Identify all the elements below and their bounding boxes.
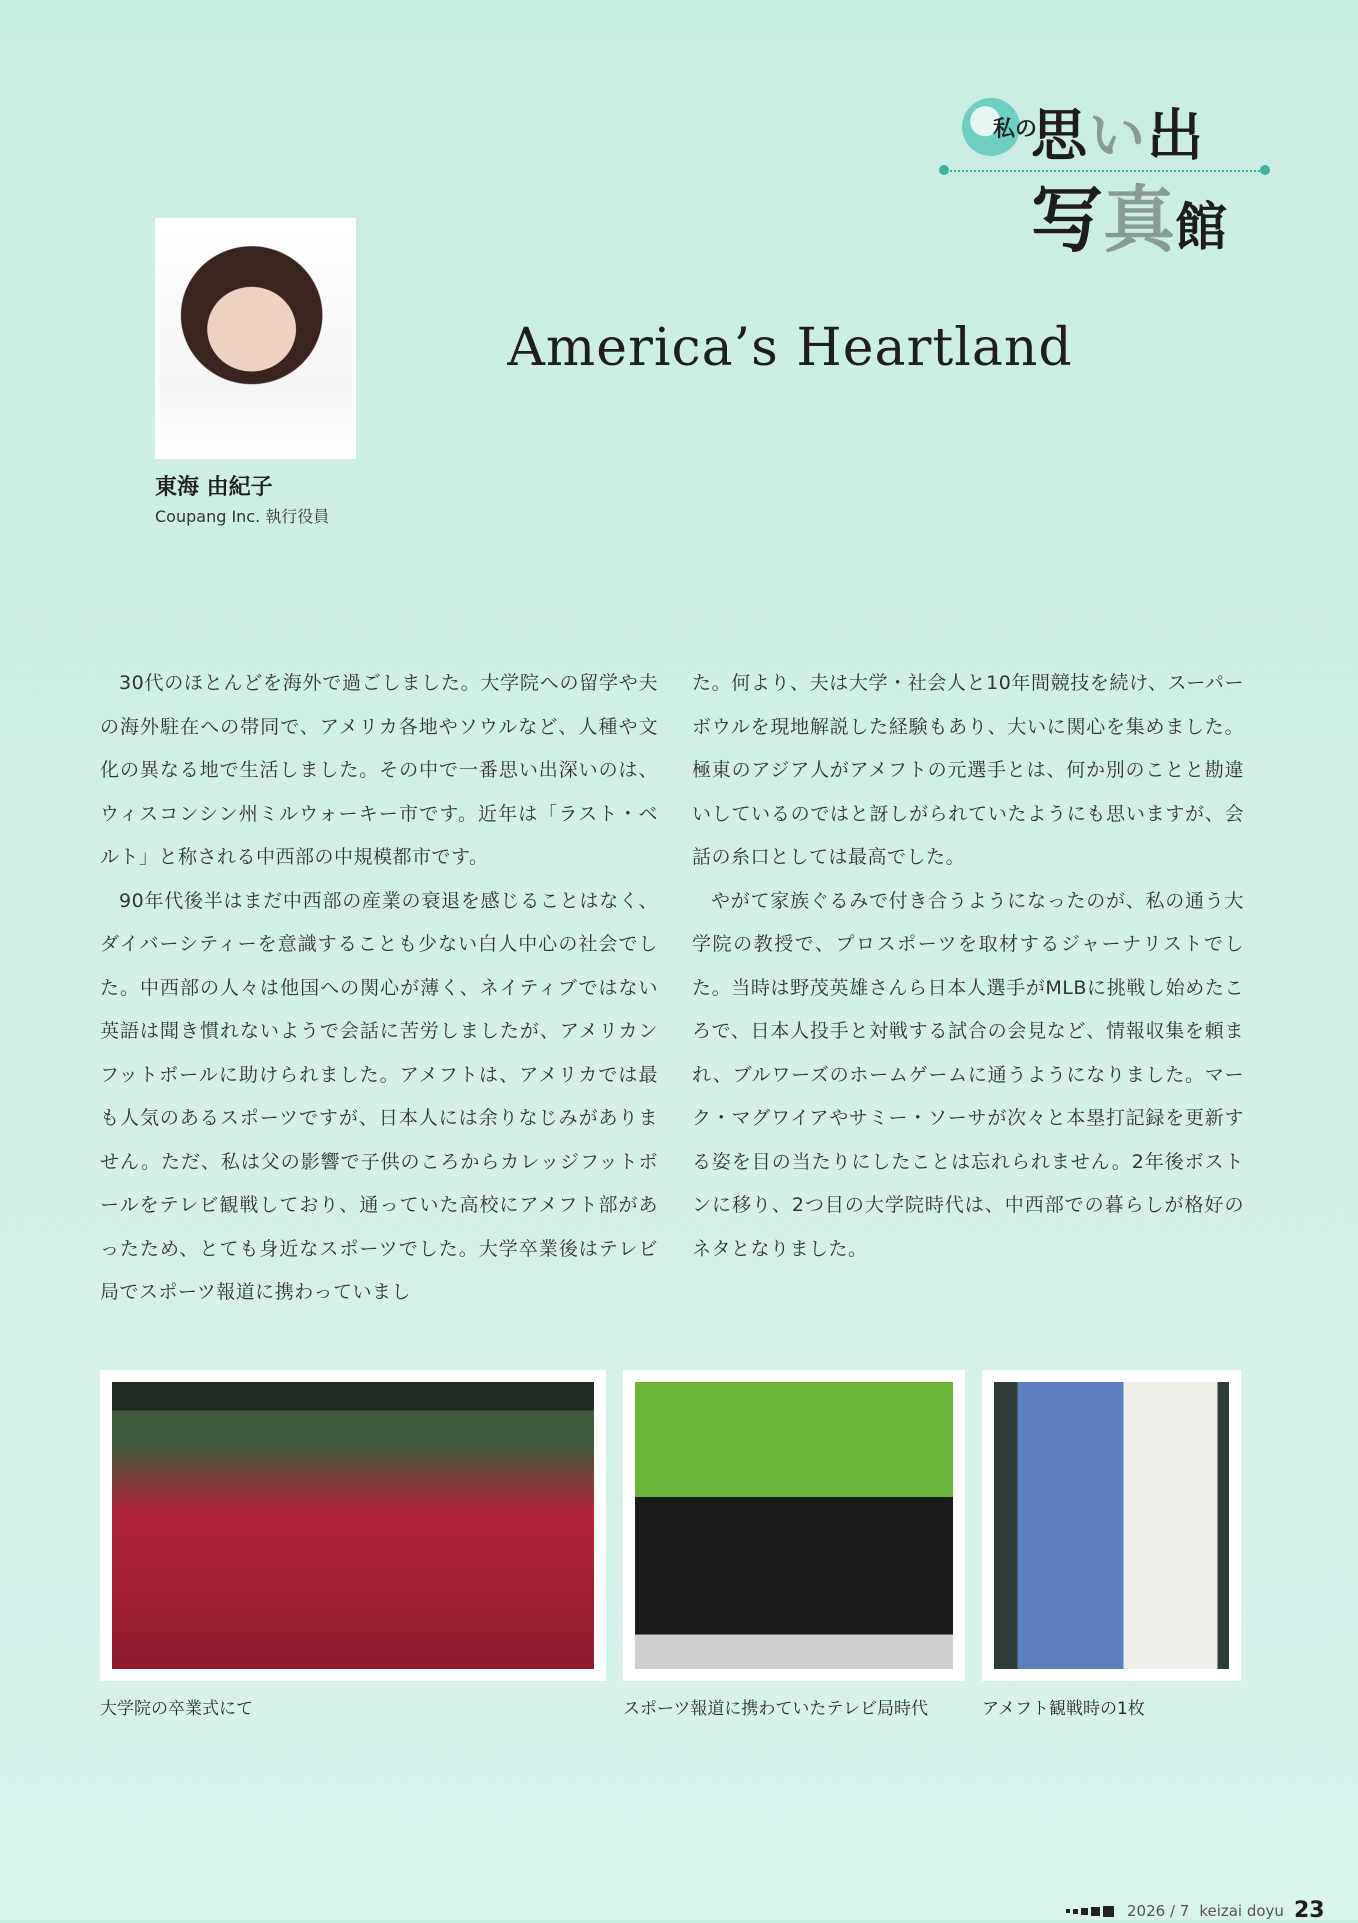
page-footer [1066, 1898, 1325, 1923]
author-role: Coupang Inc. 執行役員 [155, 507, 330, 526]
photo-caption: 大学院の卒業式にて [100, 1699, 253, 1719]
logo-dot-left [939, 165, 949, 175]
photo-image [994, 1382, 1229, 1669]
football-photo [982, 1370, 1241, 1681]
photo-caption: アメフト観戦時の1枚 [982, 1699, 1145, 1719]
logo-char: い [1089, 104, 1147, 169]
paragraph: やがて家族ぐるみで付き合うようになったのが、私の通う大学院の教授で、プロスポーツを取材するジャーナリストでした。当時は野茂英雄さんら日本人選手がMLBに挑戦し始めたころで、日本人投手と対戦する試合の会見など、情報収集を頼まれ、ブルワーズのホームゲームに通うようになりました。マーク・マグワイアやサミー・ソーサが次々と本塁打記録を更新する姿を目の当たりにしたことは忘れられません。2年後ボストンに移り、2つ目の大学院時代は、中西部での暮らしが格好のネタとなりました。 [692, 889, 1244, 1260]
photo-image [635, 1382, 953, 1669]
paragraph: た。何より、夫は大学・社会人と10年間競技を続け、スーパーボウルを現地解説した経験もあり、大いに関心を集めました。極東のアジア人がアメフトの元選手とは、何か別のことと勘違いしているのではと訝しがられていたようにも思いますが、会話の糸口としては最高でした。 [692, 672, 1244, 868]
author-name: 東海 由紀子 [155, 475, 273, 500]
footer-squares-icon [1066, 1902, 1117, 1920]
tv-station-photo [623, 1370, 965, 1681]
graduation-photo [100, 1370, 606, 1681]
photo-caption: スポーツ報道に携わていたテレビ局時代 [623, 1699, 928, 1719]
paragraph: 90年代後半はまだ中西部の産業の衰退を感じることはなく、ダイバーシティーを意識することも少ない白人中心の社会でした。中西部の人々は他国への関心が薄く、ネイティブではない英語は聞き慣れないようで会話に苦労しましたが、アメリカンフットボールに助けられました。アメフトは、アメリカでは最も人気のあるスポーツですが、日本人には余りなじみがありません。ただ、私は父の影響で子供のころからカレッジフットボールをテレビ観戦しており、通っていた高校にアメフト部があったため、とても身近なスポーツでした。大学卒業後はテレビ局でスポーツ報道に携わっていまし [100, 889, 658, 1303]
logo-char: 出 [1147, 104, 1205, 169]
logo-dot-right [1260, 165, 1270, 175]
logo-char: 思 [1031, 104, 1089, 169]
article-title: America’s Heartland [507, 318, 1073, 378]
page-number: 23 [1293, 1898, 1325, 1923]
magazine-name: keizai doyu [1199, 1901, 1284, 1920]
paragraph: 30代のほとんどを海外で過ごしました。大学院への留学や夫の海外駐在への帯同で、アメリカ各地やソウルなど、人種や文化の異なる地で生活しました。その中で一番思い出深いのは、ウィスコンシン州ミルウォーキー市です。近年は「ラスト・ベルト」と称される中西部の中規模都市です。 [100, 672, 658, 868]
logo-small-text: 私の [993, 117, 1038, 142]
body-column-left [100, 662, 658, 1315]
series-logo [935, 92, 1275, 262]
issue-date: 2026 / 7 [1127, 1901, 1190, 1920]
photo-image [112, 1382, 594, 1669]
logo-line-2 [1031, 162, 1227, 266]
logo-char: 真 [1103, 178, 1176, 262]
logo-char: 館 [1175, 198, 1228, 258]
logo-line-1 [1031, 92, 1205, 172]
author-photo [159, 222, 352, 455]
author-portrait [155, 218, 356, 459]
body-column-right [692, 662, 1244, 1271]
logo-char: 写 [1031, 178, 1104, 262]
